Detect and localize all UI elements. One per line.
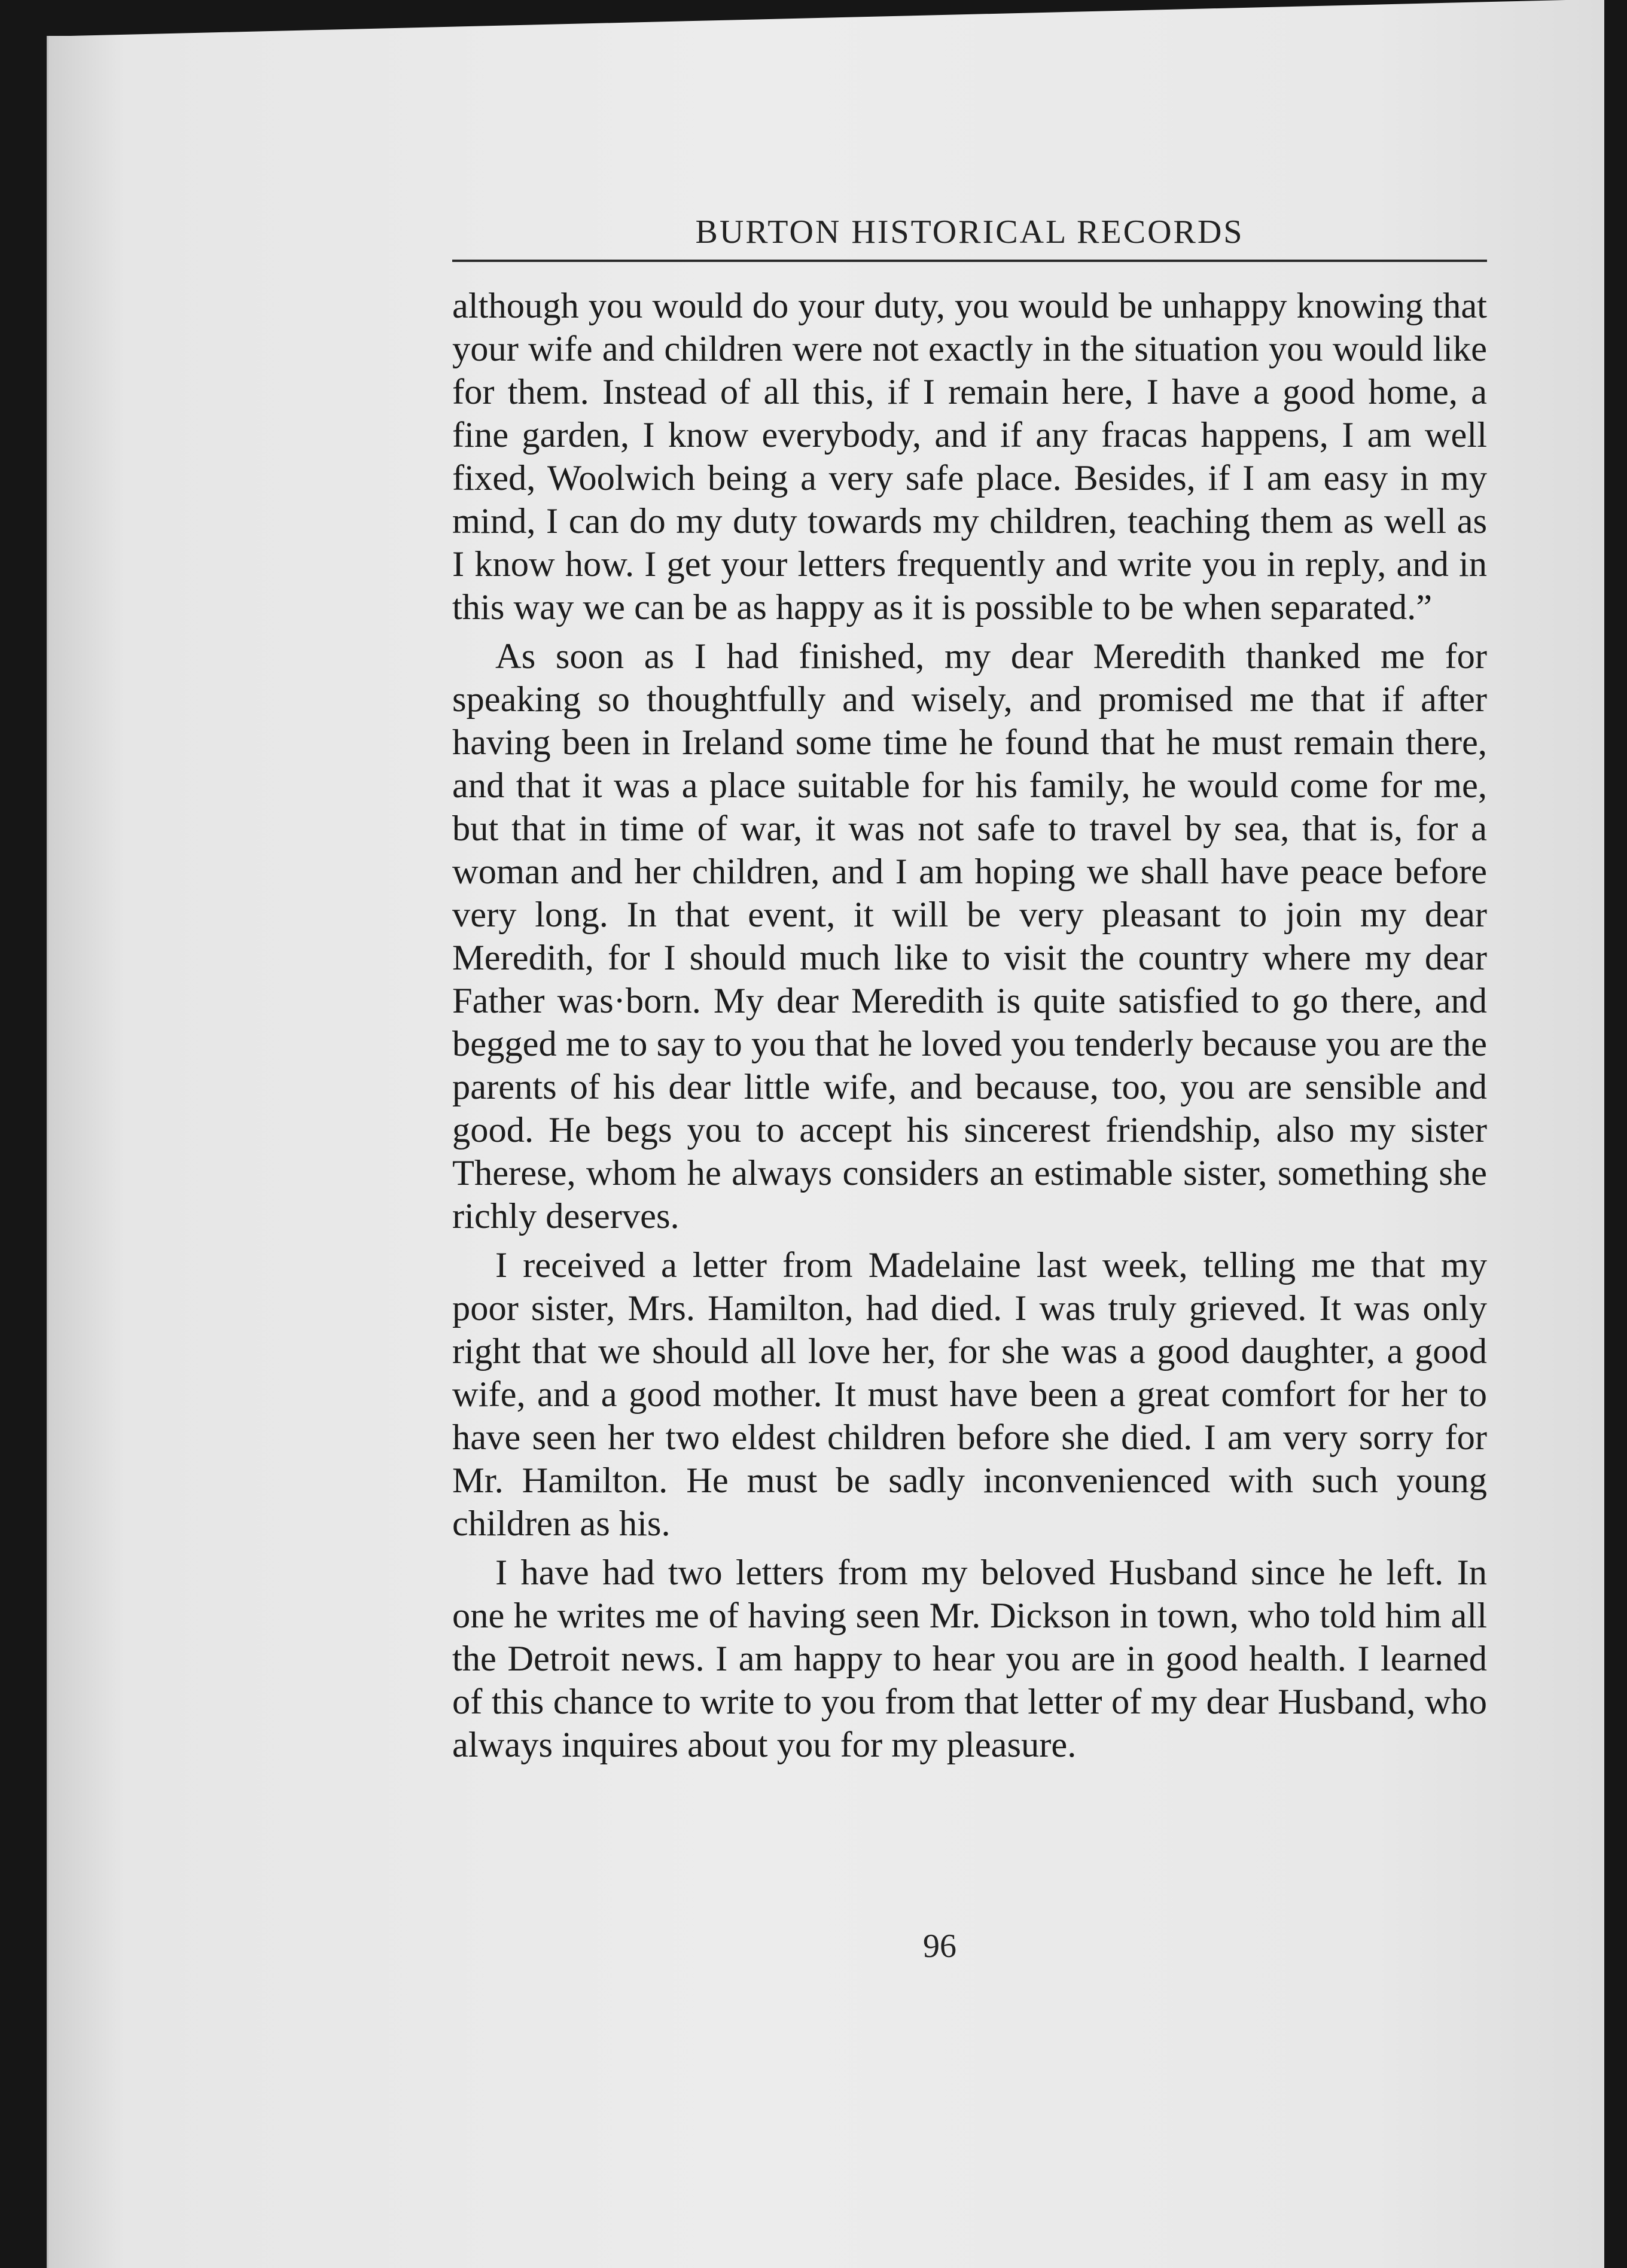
header-title: BURTON HISTORICAL RECORDS — [695, 214, 1244, 251]
page-edge — [47, 0, 48, 2268]
paragraph-4: I have had two letters from my beloved Husband since he left. In one he writes me of having seen Mr. Dickson in town, who told him all the Detroit news. I am happy to hear you are in good health. I learned of this chance to write to you from that letter of my dear Husband, who always inquires about you for my pleasure. — [452, 1553, 1487, 1765]
running-header — [452, 205, 1487, 260]
paragraph-2: As soon as I had finished, my dear Meredith thanked me for speaking so thoughtfully and wisely, and promised me that if after having been in Ireland some time he found that he must remain there, and that it was a place suitable for his family, he would come for me, but that in time of war, it was not safe to travel by sea, that is, for a woman and her children, and I am hoping we shall have peace before very long. In that event, it will be very pleasant to join my dear Meredith, for I should much like to visit the country where my dear Father was·born. My dear Meredith is quite satisfied to go there, and begged me to say to you that he loved you tenderly because you are the parents of his dear little wife, and because, too, you are sensible and good. He begs you to accept his sincerest friendship, also my sister Therese, whom he always considers an estimable sister, something she richly deserves. — [452, 636, 1487, 1236]
header-rule — [452, 260, 1487, 262]
page-number: 96 — [923, 1928, 956, 1965]
body-text — [452, 285, 1487, 1773]
paragraph-1: although you would do your duty, you would be unhappy knowing that your wife and children were not exactly in the situation you would like for them. Instead of all this, if I remain here, I have a good home, a fine garden, I know everybody, and if any fracas happens, I am well fixed, Woolwich being a very safe place. Besides, if I am easy in my mind, I can do my duty towards my children, teaching them as well as I know how. I get your letters frequently and write you in reply, and in this way we can be as happy as it is possible to be when separated.” — [452, 286, 1487, 627]
paragraph-3: I received a letter from Madelaine last week, telling me that my poor sister, Mrs. Hamilton, had died. I was truly grieved. It was only right that we should all love her, for she was a good daughter, a good wife, and a good mother. It must have been a great comfort for her to have seen her two eldest children before she died. I am very sorry for Mr. Hamilton. He must be sadly inconvenienced with such young children as his. — [452, 1245, 1487, 1544]
